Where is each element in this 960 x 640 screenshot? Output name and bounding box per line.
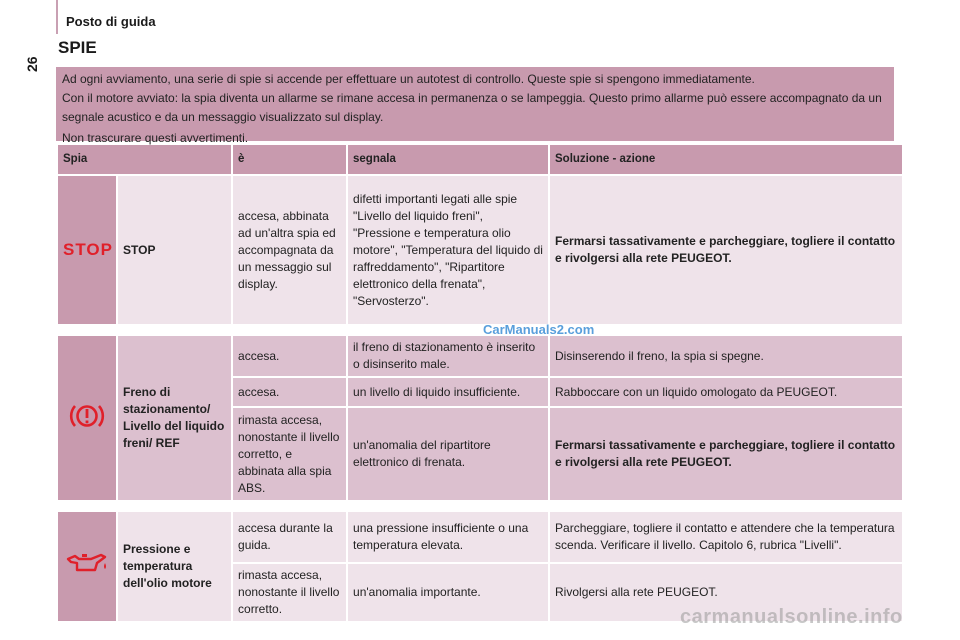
stop-solution: Fermarsi tassativamente e parcheggiare, togliere il contatto e rivolgersi alla rete PEUGEOT.	[550, 176, 902, 324]
brake-r3-signal: un'anomalia del ripartitore elettronico di frenata.	[348, 408, 548, 500]
oil-icon-cell	[58, 512, 116, 621]
brake-r2-solution: Rabboccare con un liquido omologato da PEUGEOT.	[550, 378, 902, 406]
table-header-row	[58, 145, 902, 174]
intro-line-1: Ad ogni avviamento, una serie di spie si accende per effettuare un autotest di controllo. Queste spie si spengono immediatamente.	[62, 72, 755, 86]
header-accent-bar	[56, 0, 58, 34]
brake-r1-signal: il freno di stazionamento è inserito o disinserito male.	[348, 336, 548, 376]
oil-r2-signal: un'anomalia importante.	[348, 564, 548, 621]
brake-r1-state: accesa.	[233, 336, 346, 376]
col-header-segnala: segnala	[348, 145, 548, 174]
oil-r1-solution: Parcheggiare, togliere il contatto e attendere che la temperatura scenda. Verificare il livello. Capitolo 6, rubrica "Livelli".	[550, 512, 902, 562]
intro-line-2: Con il motore avviato: la spia diventa un allarme se rimane accesa in permanenza o se lampeggia. Questo primo allarme può essere accompagnato da un segnale acustico e da un messaggio visualizzato sul display.	[62, 91, 882, 124]
stop-icon-cell	[58, 176, 116, 324]
oil-r2-solution: Rivolgersi alla rete PEUGEOT.	[550, 564, 902, 621]
table-row	[58, 176, 902, 324]
watermark-top: CarManuals2.com	[483, 322, 595, 337]
page-title: SPIE	[58, 38, 97, 57]
col-header-spia: Spia	[58, 145, 231, 174]
oil-name: Pressione e temperatura dell'olio motore	[118, 512, 231, 621]
section-header-title: Posto di guida	[66, 14, 156, 29]
stop-name: STOP	[118, 176, 231, 324]
stop-state: accesa, abbinata ad un'altra spia ed accompagnata da un messaggio sul display.	[233, 176, 346, 324]
stop-signal: difetti importanti legati alle spie "Livello del liquido freni", "Pressione e temperatura olio motore", "Temperatura del liquido di raffreddamento", "Ripartitore elettronico della frenata", "Servosterzo".	[348, 176, 548, 324]
table-row	[58, 512, 902, 562]
brake-warning-icon	[67, 398, 107, 434]
oil-r2-state: rimasta accesa, nonostante il livello corretto.	[233, 564, 346, 621]
oil-can-icon	[65, 550, 109, 578]
stop-icon: STOP	[63, 239, 113, 259]
brake-r2-state: accesa.	[233, 378, 346, 406]
brake-name: Freno di stazionamento/ Livello del liquido freni/ REF	[118, 336, 231, 500]
col-header-soluzione: Soluzione - azione	[550, 145, 902, 174]
brake-icon-cell	[58, 336, 116, 500]
brake-r1-solution: Disinserendo il freno, la spia si spegne.	[550, 336, 902, 376]
brake-r3-state: rimasta accesa, nonostante il livello corretto, e abbinata alla spia ABS.	[233, 408, 346, 500]
warning-lights-table	[56, 143, 904, 623]
page-number: 26	[24, 56, 40, 72]
oil-r1-signal: una pressione insufficiente o una temperatura elevata.	[348, 512, 548, 562]
brake-r2-signal: un livello di liquido insufficiente.	[348, 378, 548, 406]
intro-box	[56, 67, 894, 145]
col-header-e: è	[233, 145, 346, 174]
intro-line-3: Non trascurare questi avvertimenti.	[62, 131, 249, 145]
watermark-bottom: carmanualsonline.info	[680, 606, 903, 628]
brake-r3-solution: Fermarsi tassativamente e parcheggiare, togliere il contatto e rivolgersi alla rete PEUGEOT.	[550, 408, 902, 500]
table-row	[58, 336, 902, 376]
oil-r1-state: accesa durante la guida.	[233, 512, 346, 562]
